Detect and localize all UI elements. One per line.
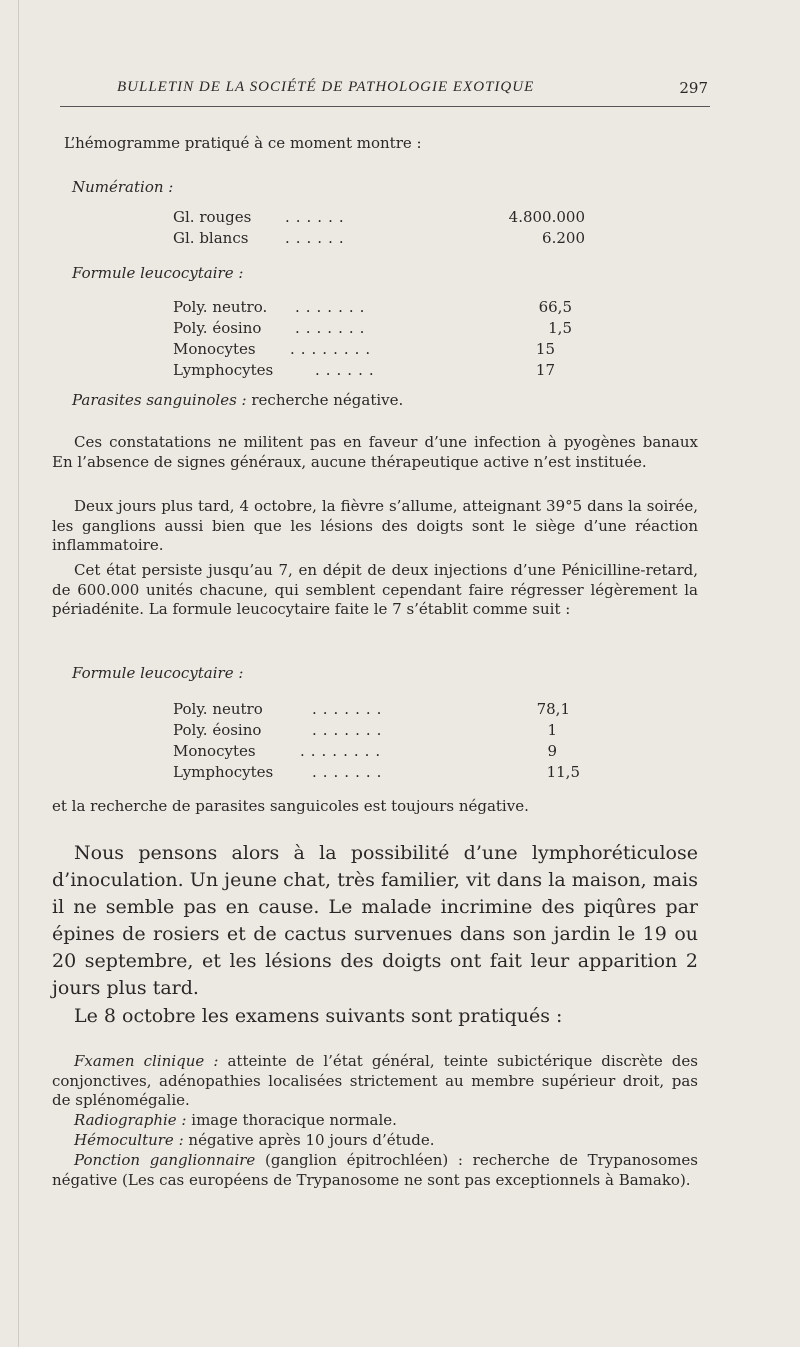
row-value: 11,5 <box>546 763 580 781</box>
paragraph-1: Ces constatations ne militent pas en faveur d’une infection à pyogènes banaux En l’absence de signes généraux, aucune thérapeutique active n’est instituée. <box>52 433 698 471</box>
row-label: Monocytes <box>173 742 256 760</box>
paragraph-3: Cet état persiste jusqu’au 7, en dépit de deux injections d’une Pénicilline-retard, de 600.000 unités chacune, qui semblent cependant faire régresser légèrement la périadénite. La formule leucocytaire faite le 7 s’établit comme suit : <box>52 561 698 618</box>
parasites-line <box>72 390 403 411</box>
leader-dots: ...... <box>315 361 380 379</box>
row-value: 15 <box>535 340 555 358</box>
paragraph-2: Deux jours plus tard, 4 octobre, la fièvre s’allume, atteignant 39°5 dans la soirée, les ganglions aussi bien que les lésions des doigts sont le siège d’une réaction inflammatoire. <box>52 497 698 554</box>
numeration-heading: Numération : <box>72 178 174 196</box>
row-value: 6.200 <box>542 229 585 247</box>
row-value: 4.800.000 <box>508 208 585 226</box>
discussion-exams-intro: Le 8 octobre les examens suivants sont pratiqués : <box>74 1005 563 1027</box>
row-label: Gl. blancs <box>173 229 249 247</box>
leader-dots: ....... <box>312 721 388 739</box>
row-value: 78,1 <box>536 700 570 718</box>
row-label: Poly. neutro. <box>173 298 268 316</box>
row-label: Poly. éosino <box>173 721 262 739</box>
formula2-followup: et la recherche de parasites sanguicoles est toujours négative. <box>52 797 529 815</box>
leader-dots: ........ <box>300 742 387 760</box>
row-label: Poly. éosino <box>173 319 262 337</box>
exam-ganglion-puncture <box>52 1151 698 1190</box>
parasites-label: Parasites sanguinoles : <box>72 391 247 409</box>
leader-dots: ....... <box>295 319 371 337</box>
leader-dots: ........ <box>290 340 377 358</box>
hemogram-intro: L’hémogramme pratiqué à ce moment montre : <box>64 134 422 152</box>
page-edge-line <box>18 0 19 1347</box>
exam-label: Ponction ganglionnaire <box>74 1151 256 1169</box>
exam-text: (ganglion épitrochléen) : recherche de Trypanosomes négative (Les cas européens de Trypanosome ne sont pas exceptionnels à Bamako). <box>52 1151 698 1189</box>
row-value: 1,5 <box>548 319 572 337</box>
running-head <box>60 79 710 103</box>
exam-text: négative après 10 jours d’étude. <box>188 1131 435 1149</box>
formula2-heading: Formule leucocytaire : <box>72 664 244 682</box>
journal-title: BULLETIN DE LA SOCIÉTÉ DE PATHOLOGIE EXOTIQUE <box>117 79 535 95</box>
row-value: 17 <box>535 361 555 379</box>
leader-dots: ....... <box>312 763 388 781</box>
row-label: Monocytes <box>173 340 256 358</box>
formula-heading: Formule leucocytaire : <box>72 264 244 282</box>
exam-text: atteinte de l’état général, teinte subictérique discrète des conjonctives, adénopathies localisées strictement au membre supérieur droit, pas de splénomégalie. <box>52 1052 698 1109</box>
exam-radiography <box>52 1111 698 1131</box>
row-value: 66,5 <box>538 298 572 316</box>
row-value: 1 <box>547 721 557 739</box>
row-label: Lymphocytes <box>173 361 274 379</box>
exam-text: image thoracique normale. <box>191 1111 397 1129</box>
exam-label: Radiographie : <box>74 1111 187 1129</box>
parasites-text: recherche négative. <box>251 391 404 409</box>
exam-label: Fxamen clinique : <box>74 1052 219 1070</box>
leader-dots: ....... <box>312 700 388 718</box>
row-label: Poly. neutro <box>173 700 263 718</box>
leader-dots: ....... <box>295 298 371 316</box>
leader-dots: ...... <box>285 229 350 247</box>
exam-clinical <box>52 1052 698 1111</box>
exam-label: Hémoculture : <box>74 1131 184 1149</box>
discussion-paragraph: Nous pensons alors à la possibilité d’une lymphoréticulose d’inoculation. Un jeune chat, très familier, vit dans la maison, mais il ne semble pas en cause. Le malade incrimine des piqûres par épines de rosiers et de cactus survenues dans son jardin le 19 ou 20 septembre, et les lésions des doigts ont fait leur apparition 2 jours plus tard. <box>52 842 698 999</box>
row-label: Gl. rouges <box>173 208 252 226</box>
header-rule <box>60 106 710 107</box>
row-label: Lymphocytes <box>173 763 274 781</box>
row-value: 9 <box>547 742 557 760</box>
page-number: 297 <box>679 79 708 97</box>
exam-blood-culture <box>52 1131 698 1151</box>
leader-dots: ...... <box>285 208 350 226</box>
